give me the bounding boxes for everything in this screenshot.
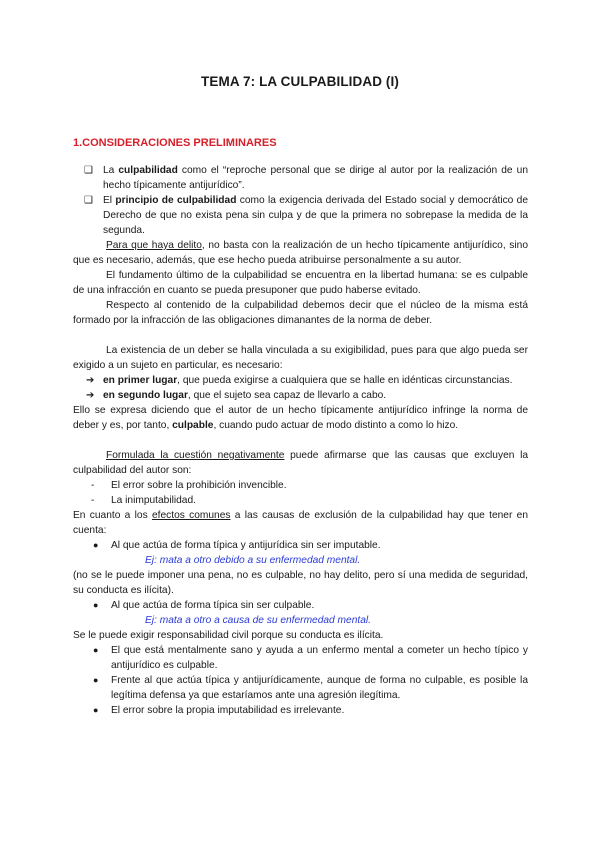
example-text: Ej: mata a otro a causa de su enfermedad mental. (145, 615, 371, 626)
paragraph: Se le puede exigir responsabilidad civil porque su conducta es ilícita. (73, 630, 384, 641)
arrow-item: ➔ en primer lugar, que pueda exigirse a cualquiera que se halle en idénticas circunstancias. (86, 375, 513, 386)
dot-item: ● Frente al que actúa típica y antijurídicamente, aunque de forma no culpable, es posible la legítima defensa ya que estaríamos ante una agresión ilegítima. (93, 675, 528, 701)
dot-item: ● El que está mentalmente sano y ayuda a un enfermo mental a cometer un hecho típico y antijurídico es culpable. (93, 645, 528, 671)
arrow-right-icon: ➔ (86, 375, 95, 386)
dot-bullet-icon: ● (93, 540, 99, 550)
checkbox-item: ❑ La culpabilidad como el “reproche personal que se dirige al autor por la realización de un hecho típicamente antijurídico”. (84, 165, 528, 191)
underlined-phrase: efectos comunes (151, 510, 231, 521)
arrow-right-icon: ➔ (86, 390, 95, 401)
page-title: TEMA 7: LA CULPABILIDAD (I) (201, 74, 399, 89)
bold-term: en segundo lugar (103, 390, 188, 401)
dot-item: ● El error sobre la propia imputabilidad es irrelevante. (93, 705, 345, 716)
bold-term: principio de culpabilidad (115, 195, 237, 206)
dot-bullet-icon: ● (93, 675, 99, 685)
bold-term: culpable (172, 420, 214, 431)
dot-bullet-icon: ● (93, 600, 99, 610)
checkbox-bullet-icon: ❑ (84, 165, 93, 176)
checkbox-item: ❑ El principio de culpabilidad como la exigencia derivada del Estado social y democrático de Derecho de que no exista pena sin culpa y de que la primera no sobrepase la medida de la segunda. (84, 195, 529, 236)
section-heading: 1.CONSIDERACIONES PRELIMINARES (73, 137, 277, 149)
dot-bullet-icon: ● (93, 705, 99, 715)
underlined-phrase: Para que haya delito (106, 240, 202, 251)
paragraph: (no se le puede imponer una pena, no es culpable, no hay delito, pero sí una medida de seguridad, su conducta es ilícita). (73, 570, 528, 596)
paragraph: La existencia de un deber se halla vinculada a su exigibilidad, pues para que algo pueda ser exigido a un sujeto en particular, es necesario: (73, 345, 528, 371)
paragraph: Respecto al contenido de la culpabilidad debemos decir que el núcleo de la misma está formado por la infracción de las obligaciones dimanantes de la norma de deber. (73, 300, 528, 326)
paragraph: Ello se expresa diciendo que el autor de un hecho típicamente antijurídico infringe la norma de deber y es, por tanto, culpable, cuando pudo actuar de modo distinto a como lo hizo. (73, 405, 528, 431)
dot-bullet-icon: ● (93, 645, 99, 655)
dash-bullet: - (91, 495, 95, 506)
spacer (73, 328, 528, 343)
bold-term: culpabilidad (118, 165, 178, 176)
dot-item: ● Al que actúa de forma típica y antijurídica sin ser imputable. (93, 540, 381, 551)
dash-item: - La inimputabilidad. (91, 495, 196, 506)
bold-term: en primer lugar (103, 375, 178, 386)
paragraph: En cuanto a los efectos comunes a las causas de exclusión de la culpabilidad hay que tener en cuenta: (73, 510, 529, 536)
arrow-item: ➔ en segundo lugar, que el sujeto sea capaz de llevarlo a cabo. (86, 390, 387, 401)
underlined-phrase: Formulada la cuestión negativamente (106, 450, 285, 461)
dot-item: ● Al que actúa de forma típica sin ser culpable. (93, 600, 315, 611)
document-body (73, 163, 528, 718)
paragraph: El fundamento último de la culpabilidad se encuentra en la libertad humana: se es culpable de una infracción en cuanto se pueda presuponer que pudo haberse evitado. (73, 270, 528, 296)
example-text: Ej: mata a otro debido a su enfermedad mental. (145, 555, 361, 566)
spacer (73, 433, 528, 448)
dash-item: - El error sobre la prohibición invencible. (91, 480, 287, 491)
paragraph: Formulada la cuestión negativamente puede afirmarse que las causas que excluyen la culpabilidad del autor son: (73, 450, 528, 476)
dash-bullet: - (91, 480, 95, 491)
checkbox-bullet-icon: ❑ (84, 195, 93, 206)
paragraph: Para que haya delito, no basta con la realización de un hecho típicamente antijurídico, sino que es necesario, además, que ese hecho pueda atribuirse personalmente a su autor. (73, 240, 528, 266)
